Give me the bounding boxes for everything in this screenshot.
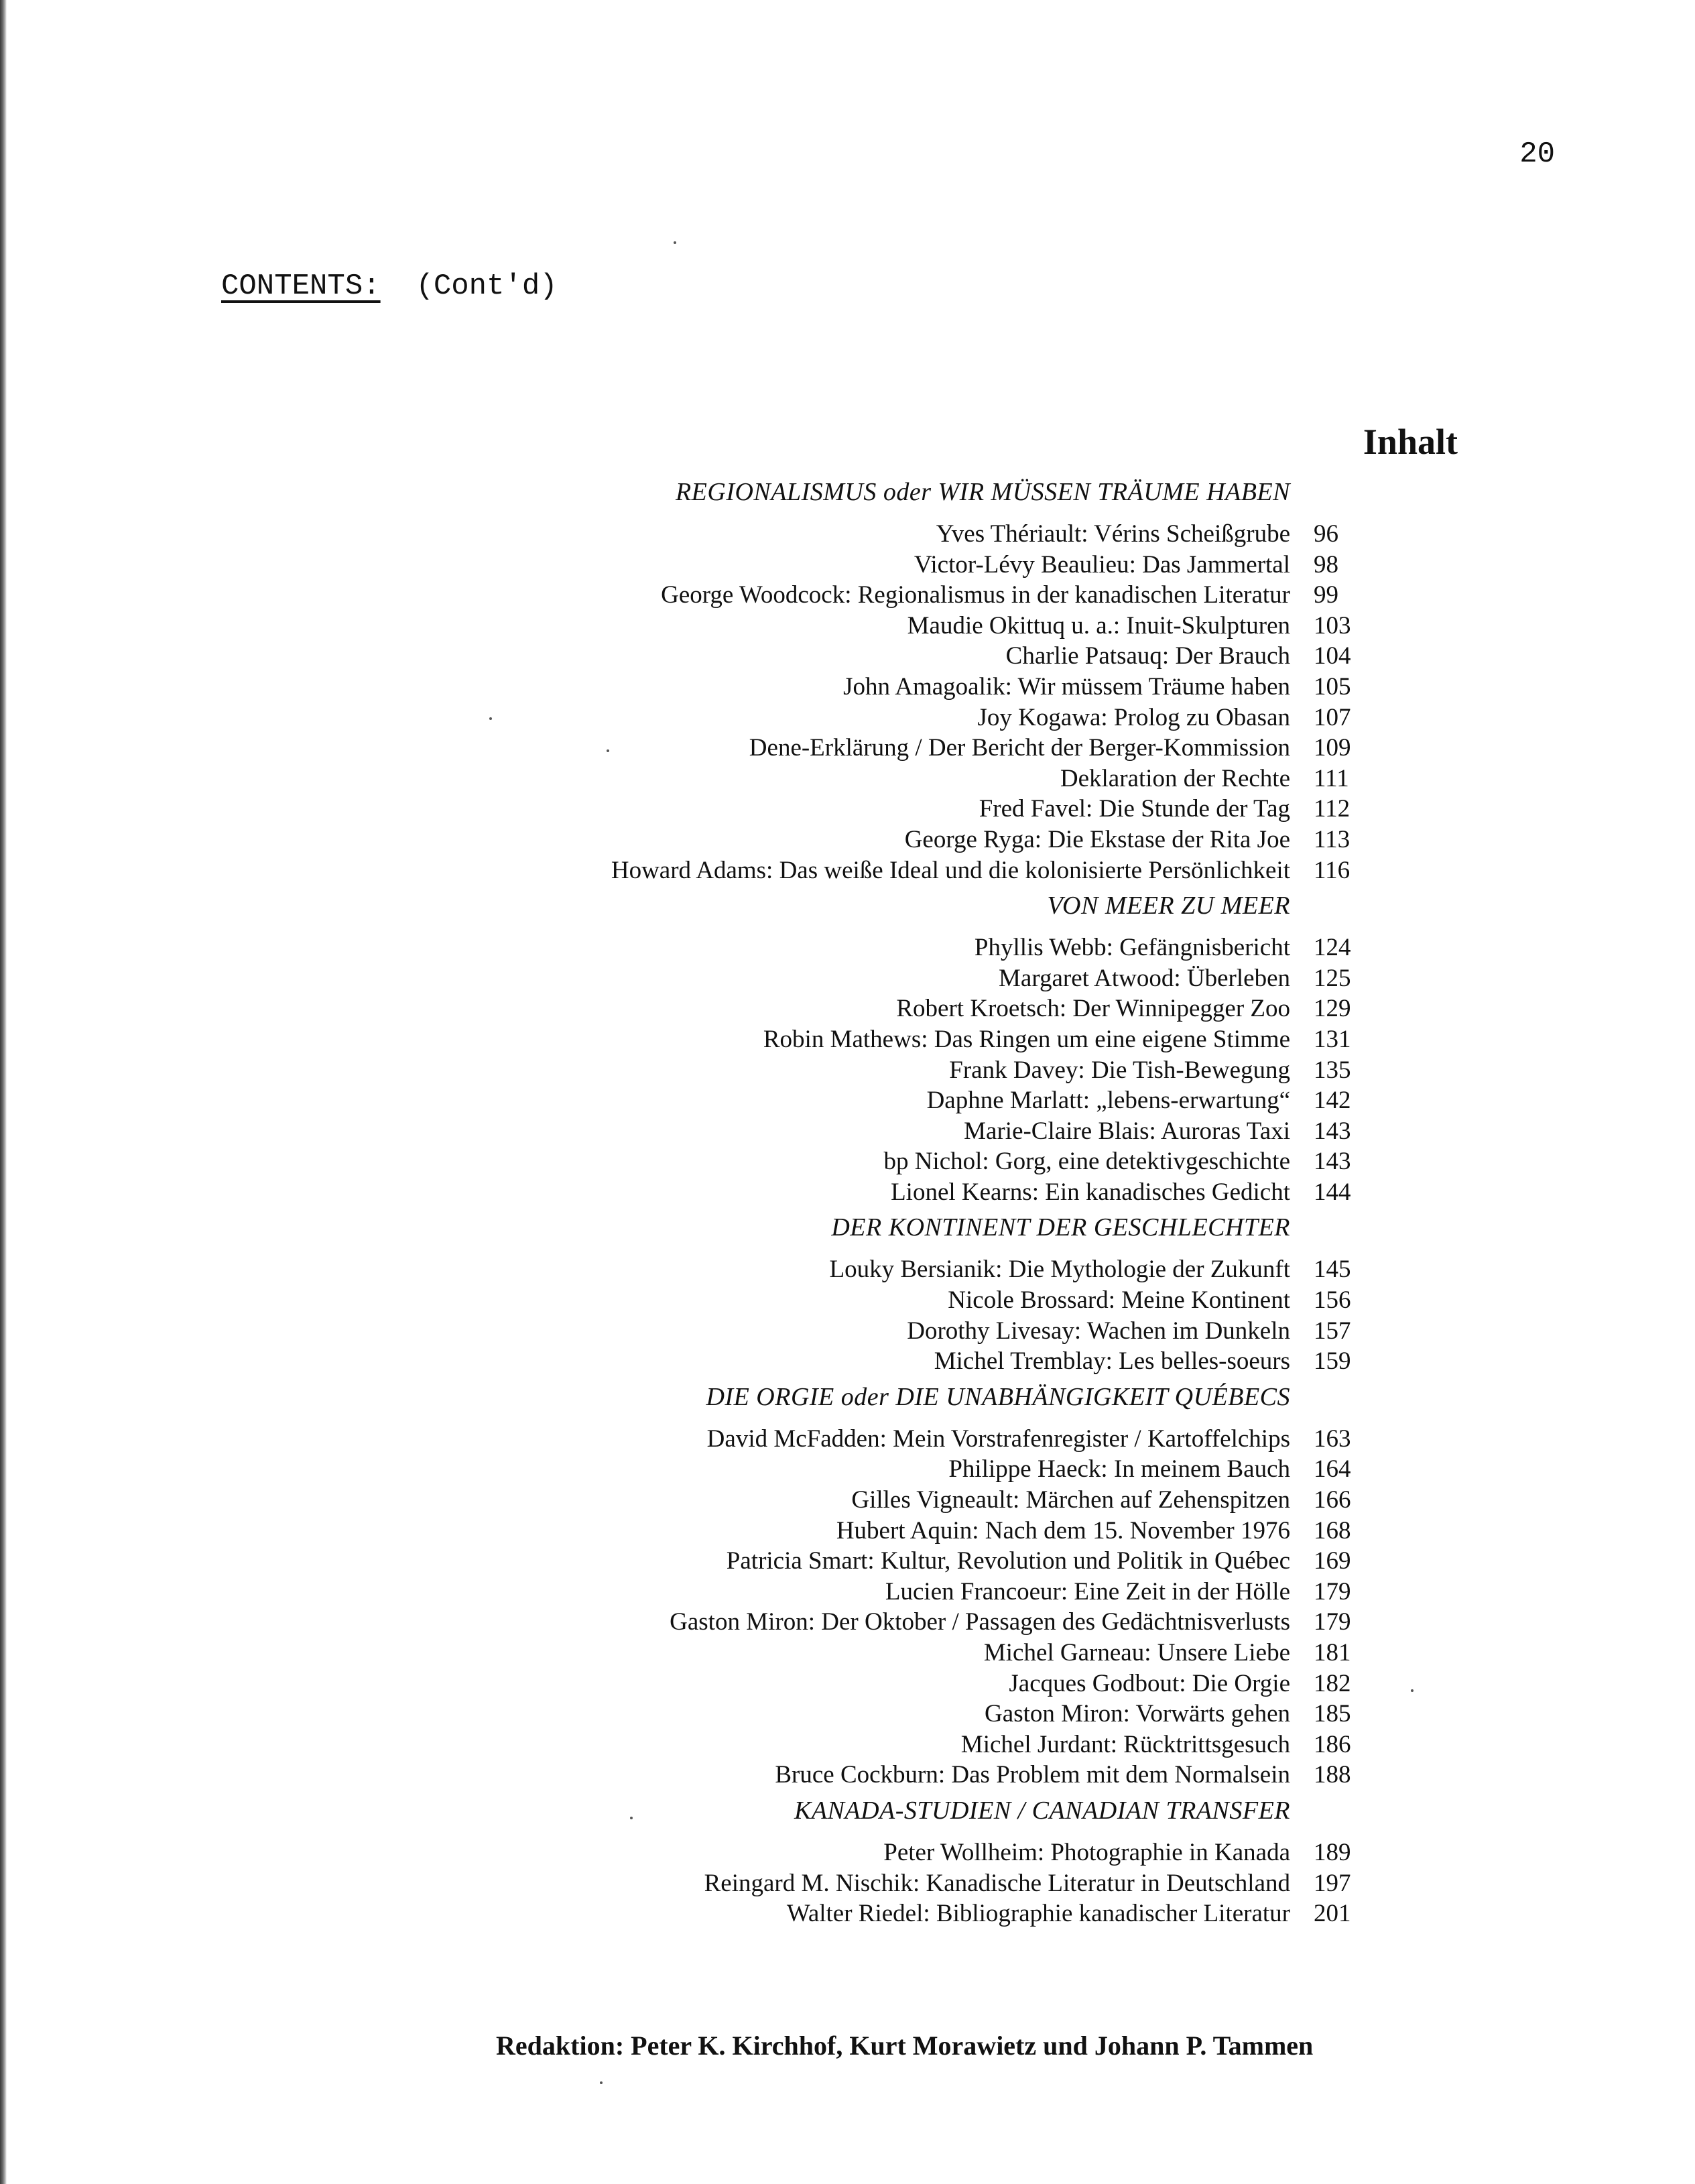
toc-entry (402, 932, 1367, 963)
entry-page: 143 (1314, 1148, 1351, 1176)
entry-title: Daphne Marlatt: „lebens-erwartung“ (926, 1087, 1290, 1115)
toc-entry (402, 1055, 1367, 1086)
toc-entry (402, 1607, 1367, 1638)
toc-entry (402, 1085, 1367, 1116)
entry-page: 186 (1314, 1730, 1351, 1758)
entry-page: 131 (1314, 1025, 1351, 1053)
contents-suffix: (Cont'd) (416, 269, 558, 303)
entry-page: 164 (1314, 1455, 1351, 1483)
entry-title: Nicole Brossard: Meine Kontinent (948, 1286, 1290, 1315)
toc-entry (402, 1760, 1367, 1791)
entry-title: bp Nichol: Gorg, eine detektivgeschichte (883, 1148, 1290, 1176)
toc-entry (402, 1116, 1367, 1147)
entry-page: 125 (1314, 964, 1351, 992)
entry-title: Michel Jurdant: Rücktrittsgesuch (960, 1730, 1290, 1758)
entry-title: Phyllis Webb: Gefängnisbericht (974, 934, 1290, 962)
entry-title: Michel Tremblay: Les belles-soeurs (934, 1347, 1290, 1376)
scan-speck (489, 717, 492, 720)
entry-title: Deklaration der Rechte (1060, 764, 1290, 792)
entry-page: 143 (1314, 1117, 1351, 1145)
toc-entry (402, 580, 1367, 611)
entry-page: 156 (1314, 1286, 1351, 1315)
entry-title: Dene-Erklärung / Der Bericht der Berger-Kommission (749, 734, 1290, 762)
scan-speck (1411, 1689, 1414, 1692)
entry-page: 96 (1314, 520, 1338, 548)
toc-entry (402, 1346, 1367, 1377)
entry-title: Charlie Patsauq: Der Brauch (1005, 642, 1290, 670)
toc-entry (402, 1146, 1367, 1177)
entry-title: John Amagoalik: Wir müssem Träume haben (843, 672, 1290, 701)
toc-entry (402, 794, 1367, 825)
table-of-contents (402, 476, 1367, 1933)
entry-page: 103 (1314, 611, 1351, 640)
entry-page: 142 (1314, 1087, 1351, 1115)
entry-title: Reingard M. Nischik: Kanadische Literatur in Deutschland (704, 1869, 1290, 1897)
toc-entry (402, 825, 1367, 855)
entry-page: 197 (1314, 1869, 1351, 1897)
entry-title: Frank Davey: Die Tish-Bewegung (949, 1056, 1290, 1084)
scan-edge (0, 0, 7, 2184)
entry-title: Victor-Lévy Beaulieu: Das Jammertal (914, 550, 1290, 579)
toc-entry (402, 1699, 1367, 1730)
entry-page: 99 (1314, 581, 1338, 609)
section-heading: REGIONALISMUS oder WIR MÜSSEN TRÄUME HABEN (675, 478, 1290, 506)
entry-page: 181 (1314, 1639, 1351, 1666)
entry-title: Maudie Okittuq u. a.: Inuit-Skulpturen (907, 611, 1290, 640)
entry-title: Robert Kroetsch: Der Winnipegger Zoo (896, 995, 1290, 1023)
toc-entry (402, 1024, 1367, 1055)
toc-entry (402, 1516, 1367, 1546)
toc-entry (402, 550, 1367, 581)
entry-page: 189 (1314, 1838, 1351, 1866)
section-heading: VON MEER ZU MEER (1047, 892, 1290, 920)
entry-page: 116 (1314, 856, 1351, 884)
section-heading: DIE ORGIE oder DIE UNABHÄNGIGKEIT QUÉBECS (706, 1382, 1290, 1411)
entry-page: 105 (1314, 672, 1351, 701)
toc-entry (402, 611, 1367, 642)
entry-page: 98 (1314, 550, 1338, 579)
entry-title: Lucien Francoeur: Eine Zeit in der Hölle (885, 1577, 1290, 1605)
entry-page: 112 (1314, 795, 1351, 823)
toc-entry (402, 993, 1367, 1024)
entry-title: Lionel Kearns: Ein kanadisches Gedicht (891, 1178, 1290, 1206)
entry-title: David McFadden: Mein Vorstrafenregister / Kartoffelchips (706, 1424, 1290, 1453)
toc-entry (402, 1730, 1367, 1760)
toc-entry (402, 963, 1367, 994)
entry-page: 179 (1314, 1577, 1351, 1605)
entry-title: Walter Riedel: Bibliographie kanadischer Literatur (786, 1900, 1290, 1928)
entry-page: 159 (1314, 1347, 1351, 1376)
entry-title: George Ryga: Die Ekstase der Rita Joe (904, 825, 1290, 853)
entry-title: Michel Garneau: Unsere Liebe (983, 1639, 1290, 1666)
toc-entry (402, 1837, 1367, 1868)
entry-title: Peter Wollheim: Photographie in Kanada (883, 1838, 1290, 1866)
scan-speck (630, 1817, 633, 1819)
scan-speck (607, 749, 609, 752)
entry-title: Marie-Claire Blais: Auroras Taxi (964, 1117, 1290, 1145)
entry-page: 145 (1314, 1256, 1351, 1284)
toc-entry (402, 764, 1367, 794)
entry-page: 111 (1314, 764, 1349, 792)
entry-page: 113 (1314, 825, 1351, 853)
entry-page: 166 (1314, 1486, 1351, 1514)
scan-speck (600, 2081, 603, 2084)
toc-entry (402, 1638, 1367, 1669)
entry-title: Fred Favel: Die Stunde der Tag (979, 795, 1290, 823)
entry-title: George Woodcock: Regionalismus in der kanadischen Literatur (661, 581, 1290, 609)
entry-page: 188 (1314, 1761, 1351, 1789)
entry-page: 201 (1314, 1900, 1351, 1928)
toc-entry (402, 1454, 1367, 1485)
entry-title: Louky Bersianik: Die Mythologie der Zukunft (829, 1256, 1290, 1284)
toc-entry (402, 1868, 1367, 1899)
entry-title: Hubert Aquin: Nach dem 15. November 1976 (836, 1516, 1290, 1544)
scan-speck (674, 241, 676, 244)
toc-entry (402, 733, 1367, 764)
entry-page: 144 (1314, 1178, 1351, 1206)
entry-title: Dorothy Livesay: Wachen im Dunkeln (907, 1317, 1290, 1345)
toc-entry (402, 1424, 1367, 1455)
entry-title: Yves Thériault: Vérins Scheißgrube (936, 520, 1290, 548)
entry-title: Bruce Cockburn: Das Problem mit dem Normalsein (775, 1761, 1290, 1789)
section-gap (402, 1929, 1367, 1933)
entry-page: 182 (1314, 1669, 1351, 1697)
entry-title: Patricia Smart: Kultur, Revolution und Politik in Québec (726, 1547, 1290, 1575)
entry-title: Gilles Vigneault: Märchen auf Zehenspitzen (851, 1486, 1290, 1514)
contents-label: CONTENTS: (221, 269, 381, 303)
entry-page: 157 (1314, 1317, 1351, 1345)
entry-page: 107 (1314, 703, 1351, 731)
page-number: 20 (1519, 137, 1555, 171)
entry-title: Gaston Miron: Vorwärts gehen (985, 1700, 1290, 1728)
toc-entry (402, 1485, 1367, 1516)
entry-page: 179 (1314, 1608, 1351, 1636)
editors-line: Redaktion: Peter K. Kirchhof, Kurt Morawietz und Johann P. Tammen (496, 2030, 1314, 2061)
entry-title: Robin Mathews: Das Ringen um eine eigene Stimme (763, 1025, 1290, 1053)
contents-heading (221, 269, 558, 303)
entry-title: Joy Kogawa: Prolog zu Obasan (977, 703, 1290, 731)
section-heading: DER KONTINENT DER GESCHLECHTER (831, 1213, 1290, 1242)
entry-page: 185 (1314, 1700, 1351, 1728)
entry-page: 163 (1314, 1424, 1351, 1453)
entry-page: 109 (1314, 734, 1351, 762)
entry-title: Jacques Godbout: Die Orgie (1009, 1669, 1290, 1697)
entry-page: 104 (1314, 642, 1351, 670)
entry-page: 129 (1314, 995, 1351, 1023)
toc-entry (402, 519, 1367, 550)
entry-title: Howard Adams: Das weiße Ideal und die kolonisierte Persönlichkeit (611, 856, 1290, 884)
toc-entry (402, 1285, 1367, 1316)
toc-entry (402, 672, 1367, 703)
toc-entry (402, 641, 1367, 672)
inhalt-title: Inhalt (1363, 422, 1458, 462)
toc-entry (402, 1898, 1367, 1929)
toc-entry (402, 1254, 1367, 1285)
entry-title: Gaston Miron: Der Oktober / Passagen des Gedächtnisverlusts (670, 1608, 1290, 1636)
toc-entry (402, 1577, 1367, 1607)
toc-entry (402, 703, 1367, 733)
toc-entry (402, 1177, 1367, 1208)
section-heading: KANADA-STUDIEN / CANADIAN TRANSFER (794, 1796, 1290, 1825)
entry-page: 169 (1314, 1547, 1351, 1575)
entry-title: Philippe Haeck: In meinem Bauch (948, 1455, 1290, 1483)
toc-entry (402, 1546, 1367, 1577)
entry-page: 135 (1314, 1056, 1351, 1084)
toc-entry (402, 1669, 1367, 1699)
toc-entry (402, 1316, 1367, 1347)
toc-entry (402, 855, 1367, 886)
entry-page: 168 (1314, 1516, 1351, 1544)
entry-page: 124 (1314, 934, 1351, 962)
entry-title: Margaret Atwood: Überleben (999, 964, 1290, 992)
